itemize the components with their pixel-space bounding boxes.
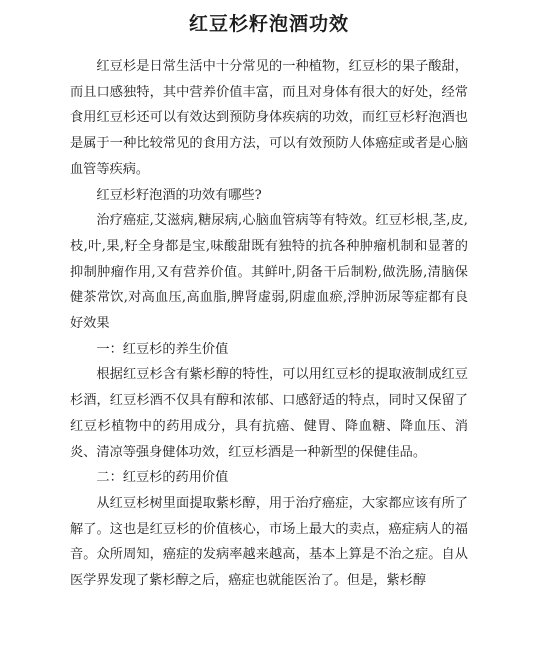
paragraph-efficacy: 治疗癌症,艾滋病,糖尿病,心脑血管病等有特效。红豆杉根,茎,皮,枝,叶,果,籽全身都是宝,味酸甜既有独特的抗各种肿瘤机制和显著的抑制肿瘤作用,又有营养价值。其鲜叶,阴备干后制粉,做洗肠,清脑保健茶常饮,对高血压,高血脂,脾肾虚弱,阴虚血瘀,浮肿沥尿等症都有良好效果	[70, 213, 468, 332]
paragraph-medicinal-value: 从红豆杉树里面提取紫杉醇，用于治疗癌症，大家都应该有所了解了。这也是红豆杉的价值核心，市场上最大的卖点，癌症病人的福音。众所周知，癌症的发病率越来越高，基本上算是不治之症。自从医学界发现了紫杉醇之后，癌症也就能医治了。但是，紫杉醇	[70, 495, 468, 589]
section-heading-medicinal-value: 二：红豆杉的药用价值	[96, 470, 229, 486]
paragraph-intro: 红豆杉是日常生活中十分常见的一种植物，红豆杉的果子酸甜，而且口感独特，其中营养价值丰富，而且对身体有很大的好处，经常食用红豆杉还可以有效达到预防身体疾病的功效，而红豆杉籽泡酒也是属于一种比较常见的食用方法，可以有效预防人体癌症或者是心脑血管等疾病。	[70, 59, 468, 177]
paragraph-health-value: 根据红豆杉含有紫杉醇的特性，可以用红豆杉的提取液制成红豆杉酒，红豆杉酒不仅具有醇和浓郁、口感舒适的特点，同时又保留了红豆杉植物中的药用成分，具有抗癌、健胃、降血糖、降血压、消炎、清凉等强身健体功效，红豆杉酒是一种新型的保健佳品。	[70, 367, 468, 460]
section-heading-health-value: 一：红豆杉的养生价值	[96, 341, 229, 357]
document-title: 红豆杉籽泡酒功效	[188, 13, 349, 35]
section-question: 红豆杉籽泡酒的功效有哪些?	[96, 187, 262, 203]
